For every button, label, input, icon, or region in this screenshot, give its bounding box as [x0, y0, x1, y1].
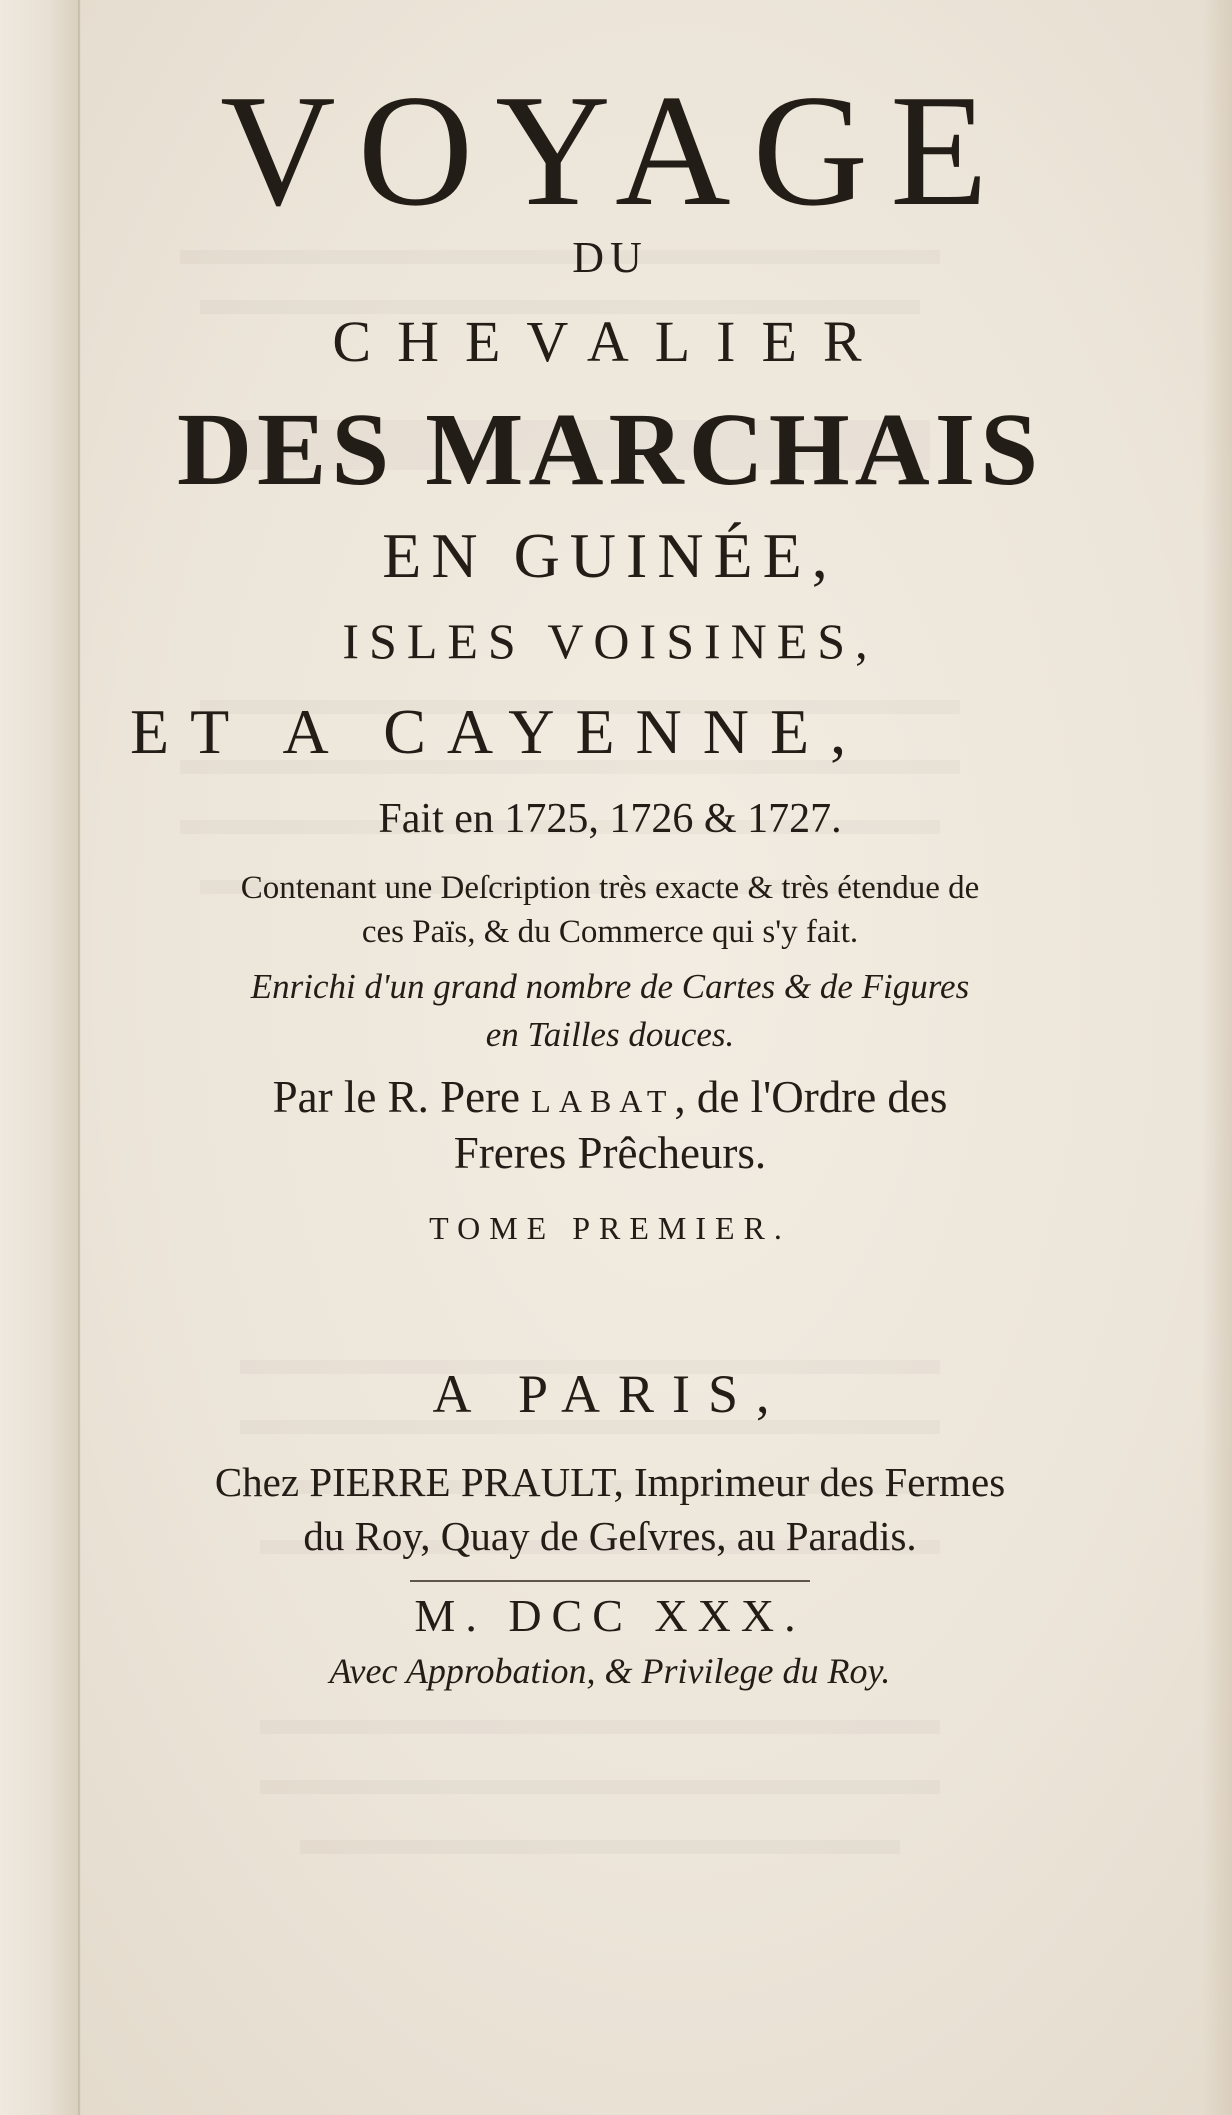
title-connector: DU	[572, 233, 648, 282]
contents-line-2: ces Païs, & du Commerce qui s'y fait.	[361, 914, 859, 950]
title-block	[110, 61, 1110, 1694]
publisher-prefix: Chez	[214, 1459, 300, 1505]
imprint-place: A PARIS,	[432, 1364, 788, 1424]
main-title: VOYAGE	[220, 61, 1010, 239]
author-name: LABAT	[531, 1083, 675, 1119]
imprint-rule	[410, 1580, 810, 1582]
publisher-line	[110, 1456, 1110, 1508]
publisher-name: PIERRE PRAULT	[309, 1459, 614, 1505]
author-order: Freres Prêcheurs.	[453, 1128, 767, 1178]
voyage-dates: Fait en 1725, 1726 & 1727.	[378, 796, 842, 842]
publisher-address: du Roy, Quay de Geſvres, au Paradis.	[303, 1513, 917, 1559]
gutter-shadow	[78, 0, 81, 2115]
author-line	[110, 1072, 1110, 1126]
title-rank: CHEVALIER	[332, 309, 888, 374]
book-gutter	[0, 0, 80, 2115]
illustrations-line-2: en Tailles douces.	[485, 1015, 735, 1054]
illustrations-line-1: Enrichi d'un grand nombre de Cartes & de Figures	[250, 967, 970, 1006]
destination-isles: ISLES VOISINES,	[342, 613, 878, 669]
publication-date: M. DCC XXX.	[414, 1590, 806, 1641]
page-edge	[1202, 0, 1232, 2115]
title-name: DES MARCHAIS	[176, 392, 1044, 507]
author-prefix: Par le R. Pere	[272, 1072, 521, 1122]
publisher-suffix: , Imprimeur des Fermes	[613, 1459, 1006, 1505]
author-suffix: , de l'Ordre des	[674, 1072, 948, 1122]
destination-cayenne: ET A CAYENNE,	[130, 696, 868, 767]
destination-guinee: EN GUINÉE,	[382, 520, 838, 591]
contents-line-1: Contenant une Deſcription très exacte & très étendue de	[240, 870, 980, 906]
volume-label: TOME PREMIER.	[429, 1210, 791, 1246]
privilege-line: Avec Approbation, & Privilege du Roy.	[329, 1651, 891, 1691]
